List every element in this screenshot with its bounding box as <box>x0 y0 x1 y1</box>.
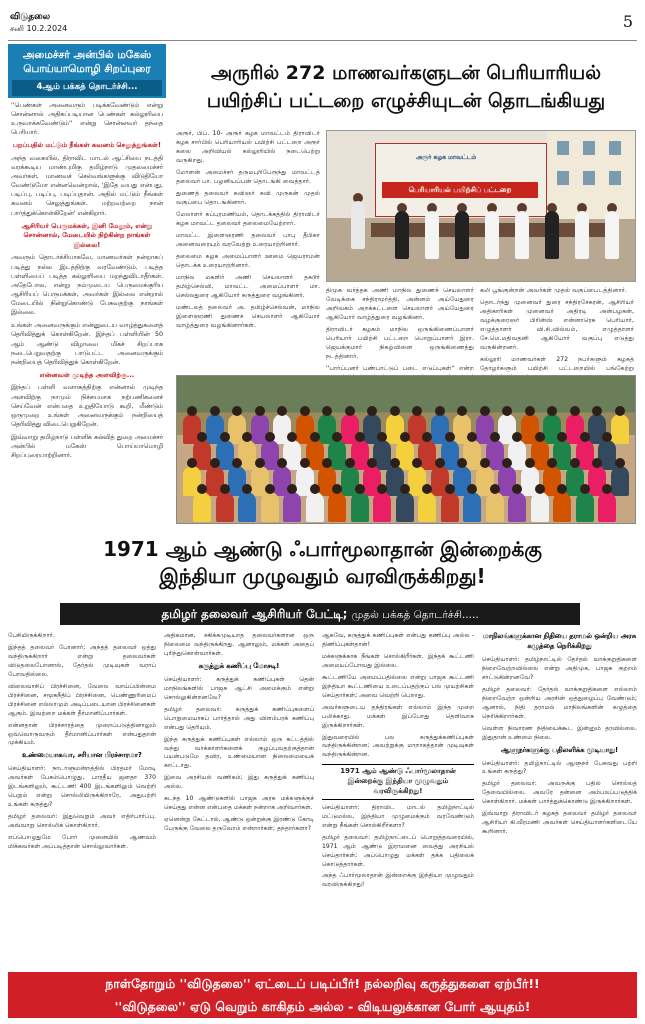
article2-para: என்னதான் பிரச்சாரத்தை முறைப்படுத்தினாலும் ஒவ்வொருவரும் தீர்மானிப்பார்கள் என்பதுதான் முக்கியம். <box>8 721 156 747</box>
audience-head <box>422 432 432 442</box>
audience-head <box>242 484 252 494</box>
audience-head <box>480 406 490 416</box>
article2-para: இவை அரசியல் வணிகம்; இது கருத்துக் கணிப்பு அல்ல. <box>164 774 314 791</box>
article1-column-3 <box>480 287 634 386</box>
audience-head <box>265 432 275 442</box>
audience-head <box>580 432 590 442</box>
audience-head <box>265 484 275 494</box>
audience-head <box>602 432 612 442</box>
article1-para: கல்லூரி மாணவர்கள் 272 நபர்களும் கழகத் தோழர்களும் பயிற்சி பட்டறையில் பங்கேற்று <box>480 355 634 372</box>
article2-para: தமிழர் தலைவர்: கருத்துக் கணிப்புகளைப் பொறுமையாகப் பார்த்தால் அது விளம்பரக் கணிப்பு என்பது தெரியும். <box>164 705 314 731</box>
audience-head <box>377 432 387 442</box>
audience-head <box>367 458 377 468</box>
sidebar-title-line1: அமைச்சர் அன்பில் மகேஸ் <box>22 49 152 61</box>
sidebar-para: அவரும் தொடர்ச்சியாகவே, மாணவர்கள் நன்றாகப் படித்து நல்ல இடத்திற்கு வரவேண்டும். படித்த பள்ளியைப் படித்த கல்லூரியை மறந்துவிடாதீர்கள். அதேபோல, என்று நம்முடைய பெருமைக்குரிய ஆசிரியப் பெருமக்கள், அவர்கள் இல்லை என்றால் மேடையில் நின்றுகொண்டு பேசுவதற்கு நாங்கள் இல்லை. <box>11 254 163 317</box>
article2-para: பேசியிருக்கிறார். <box>8 632 55 639</box>
article2-para: அவர்களுடைய தந்திரங்கள் எல்லாம் இந்த முறை பலிக்காது. மக்கள் இப்போது தெளிவாக இருக்கிறார்கள். <box>322 703 474 729</box>
window <box>583 141 595 155</box>
audience-head <box>412 458 422 468</box>
audience-head <box>300 406 310 416</box>
article1-para: திராவிடர் கழகம் மாநில ஒருங்கிணைப்பாளர் பெரியார் பயிற்சி பட்டறை பொறுப்பாளர் இரா. ஜெயக்குமார் நிகழ்வினை ஒருங்கிணைத்து நடத்தினார். <box>326 325 474 360</box>
audience-head <box>457 458 467 468</box>
article2-para: மக்களுக்காக நீங்கள் சொல்கிறீர்கள். இந்தக் கூட்டணி அமையப்போவது இல்லை. <box>322 652 474 669</box>
audience-head <box>300 458 310 468</box>
audience-head <box>400 484 410 494</box>
audience-head <box>255 406 265 416</box>
audience-member <box>463 492 481 522</box>
audience-member <box>576 492 594 522</box>
audience-head <box>367 406 377 416</box>
audience-head <box>232 458 242 468</box>
audience-head <box>332 432 342 442</box>
audience-head <box>490 432 500 442</box>
building <box>547 131 635 219</box>
article2-subhead: உண்மையாகவா, சரியான பிரச்சாரமா? <box>22 751 142 760</box>
sidebar-continued: 4ஆம் பக்கத் தொடர்ச்சி... <box>12 80 162 95</box>
audience-member <box>441 492 459 522</box>
audience-head <box>412 406 422 416</box>
audience-member <box>611 414 629 444</box>
article2-para: ஏனென்று கேட்டால், ஆண்டு ஒன்றுக்கு இரண்டு கோடி பேருக்கு வேலை தருவோம் என்றார்கள்; தந்தார்களா? <box>164 816 314 833</box>
article2-para: ஆகவே, கருத்துக் கணிப்புகள் என்பது கணிப்பு அல்ல - திணிப்புகள்தான்! <box>322 632 474 648</box>
article1-para: தொடர்ந்து முனைவர் துரை சந்திரசேகரன், ஆசிரியர் அதிகாரிகள் முனைவர் அதிரடி அன்பழகன், வழக்குரைஞர் பிரின்ஸ் என்னாரெசு பெரியார், எழுத்தாளர் வி.சி.வில்வம், எழுத்தாளர் சே.மெ.மதிவதனி ஆகியோர் வகுப்பு எடுத்து வருகின்றனர். <box>480 298 634 351</box>
seated-person <box>485 211 499 259</box>
article2-headline <box>8 536 637 590</box>
audience-member <box>351 492 369 522</box>
audience-head <box>535 432 545 442</box>
sidebar-body <box>8 98 166 468</box>
audience-head <box>570 406 580 416</box>
sidebar-para: ''பெண்கள் அனைவரும் படிக்கவேண்டும் என்று சொன்னால் அதிகப்படியான பெண்கள் கல்லூரியை உருவாக்கவேண்டும்'' என்று சொன்னவர் தந்தை பெரியார். <box>11 101 163 137</box>
article1-para: துணைத் தலைவர் கவிஞர் கவி முருகன் முதல் வகுப்பை தொடங்கினார். <box>176 189 320 206</box>
article2-para: விலைவாசிப் பிரச்சினை, வேலை வாய்ப்பின்மை பிரச்சினை, சமூகநீதிப் பிரச்சினை, பெண்ணுரிமைப் பிரச்சினை எல்லாமும் அடிப்படையான பிரச்சினைகள் ஆகும். இவற்றை மக்கள் தீர்மானிப்பார்கள். <box>8 682 156 717</box>
audience-head <box>220 432 230 442</box>
audience-head <box>525 458 535 468</box>
article2-continued: முதல் பக்கத் தொடர்ச்சி..... <box>351 609 479 621</box>
article2-column-2 <box>164 632 314 837</box>
article2-subheading-bar <box>60 603 580 625</box>
article1-para: ''பார்ப்பனர் பண்பாட்டுப் படை எடுப்புகள்'' என்ற <box>326 364 474 372</box>
audience-head <box>322 458 332 468</box>
audience-head <box>390 458 400 468</box>
sidebar-para: அந்த வகையில், திராவிட மாடல் ஆட்சியை நடத்தி வரக்கூடிய மாண்புமிகு தமிழ்நாடு முதலமைச்சர் அவர்கள், மாணவச் செல்வங்களுக்கு விடுதியோ வேண்டுமோ என்னவென்றால், 'இதே வயது என்பது, படிப்பு, படிப்பு, படிப்புதான். அதில் மட்டும் நீங்கள் கவனம் செலுத்துங்கள். மற்றவற்றை நான் பார்த்துக்கொள்கிறேன்' என்கிறார். <box>11 154 163 217</box>
article1-headline <box>176 60 636 115</box>
article2-para: தமிழர் தலைவர்: இதுவெறும் அவர் எதிர்பார்ப்பு. அவ்வாறு சொல்லிக் கொள்கிறார். <box>8 813 156 830</box>
article2-para: தமிழர் தலைவர்: தமிழ்நாட்டைப் பொறுத்தவரையில், 1971 ஆம் ஆண்டு இராமனை வைத்து அரசியல் செய்தார்கள்; அப்பொழுது மக்கள் தக்க பதிலைக் கொடுத்தார்கள். <box>322 833 474 868</box>
audience-member <box>611 466 629 496</box>
audience-head <box>580 484 590 494</box>
audience-head <box>345 458 355 468</box>
audience-head <box>467 484 477 494</box>
article1-column-2 <box>326 287 474 386</box>
article2-subheading: தமிழர் தலைவர் ஆசிரியர் பேட்டி; <box>161 607 348 621</box>
article1-column-1 <box>176 130 320 334</box>
audience-head <box>277 406 287 416</box>
audience-member <box>283 492 301 522</box>
sidebar-title-line2: பொய்யாமொழி சிறப்புரை <box>23 63 151 76</box>
article2-column-3 <box>322 632 474 893</box>
article2-pull-quote: 1971 ஆம் ஆண்டு ஃபார்மூலாதான் இன்றைக்கு இந்தியா முழுவதும் வரவிருக்கிறது! <box>322 764 474 799</box>
footer-line2: ''விடுதலை'' ஏடு வெறும் காகிதம் அல்ல - விடியலுக்கான போர் ஆயுதம்! <box>114 999 531 1014</box>
audience-head <box>310 484 320 494</box>
audience-head <box>535 484 545 494</box>
article2-para: செய்தியாளர்: தமிழ்நாட்டில் ஆளுநர் பேசுவது பற்றி உங்கள் கருத்து? <box>482 759 637 776</box>
audience-member <box>531 492 549 522</box>
article2-para: கடந்த 10 ஆண்டுகளில் பாஜக அரசு மக்களுக்குச் செய்தது என்ன என்பதை மக்கள் நன்றாக அறிவார்கள். <box>164 795 314 812</box>
audience-head <box>557 484 567 494</box>
audience-head <box>615 406 625 416</box>
article2-subhead: கருத்துக் கணிப்பு மோசடி! <box>198 661 280 670</box>
audience-head <box>210 406 220 416</box>
article2-para: செய்தியாளர்: கருத்துக் கணிப்புகள் தென் மாநிலங்களில் பாஜக ஆட்சி அமைக்கும் என்று சொல்லுகின்றனவே? <box>164 675 314 701</box>
article2-para: தமிழர் தலைவர்: தேர்தல் வாக்குறுதிகளை எல்லாம் நிறைவேற்ற ஒன்றிய அரசின் ஒத்துழைப்பு வேண்டும்; ஆனால், நிதி தராமல் மாநிலங்களின் கழுத்தை நெரிக்கிறார்கள். <box>482 685 637 720</box>
audience-head <box>390 406 400 416</box>
seated-person <box>395 211 409 259</box>
audience-head <box>525 406 535 416</box>
audience-photo <box>176 375 636 524</box>
audience-head <box>232 406 242 416</box>
audience-head <box>197 484 207 494</box>
window <box>609 141 621 155</box>
seated-person <box>545 211 559 259</box>
audience-head <box>355 484 365 494</box>
audience-head <box>435 406 445 416</box>
audience-head <box>547 458 557 468</box>
audience-head <box>602 484 612 494</box>
event-stage-photo <box>326 130 636 282</box>
audience-head <box>547 406 557 416</box>
audience-member <box>373 492 391 522</box>
audience-member <box>553 492 571 522</box>
article2-para: தமிழர் தலைவர்: அவருக்கு பதில் சொல்லத் தேவையில்லை. அவரே தன்னை அம்பலப்படுத்திக் கொள்கிறார். மக்கள் பார்த்துக்கொண்டு இருக்கிறார்கள். <box>482 780 637 806</box>
article2-para: கூட்டணியே அமைப்பதில்லை என்று பாஜக கூட்டணி இந்தியா கூட்டணியை உடைப்பதற்குப் பல முயற்சிகள் செய்தார்கள்; அவை வெற்றி பெறாது. <box>322 673 474 699</box>
article1-para: மாநில மகளிர் அணி செயலாளர் தகடூர் தமிழ்செல்வி, மாவட்ட அமைப்பாளர் மா. செல்லதுரை ஆகியோர் கருத்துரை வழங்கினர். <box>176 273 320 299</box>
article1-para: திமுக வர்த்தக அணி மாநில துணைச் செயலாளர் வேடிக்கை சந்திரமூர்த்தி, அன்னம் அய்யேதுரை அறிவகம் அறக்கட்டளை செயலாளர் அய்யேதுரை ஆகியோர் வாழ்த்துரை வழங்கினர். <box>326 287 474 321</box>
audience-head <box>445 484 455 494</box>
audience-head <box>512 484 522 494</box>
seated-person <box>455 211 469 259</box>
article1-para: கலி பூங்குன்றன் அவர்கள் முதல் வகுப்பைடத்தினார். <box>480 287 627 294</box>
sidebar-para: இந்தப் பள்ளி வளாகத்திற்கு என்னால் முடிந்த அளவிற்கு நாமும் நிச்சயமாக நற்பணிகளைச் செய்வேன் என்பதை உறுதியோடு கூறி, மீண்டும் ஒருமுறை உங்கள் அனைவருக்கும் நன்றியைத் தெரிவித்து விடைபெறுகிறேன். <box>11 384 163 428</box>
audience-head <box>422 484 432 494</box>
seated-person <box>425 211 439 259</box>
article2-column-4 <box>482 632 637 840</box>
article2-subhead: ஆளுநர்களுக்கு பதிலளிக்க முடியாது! <box>500 745 619 754</box>
article1-para: அரூர், பிப். 10- அரூர் கழக மாவட்டம் திராவிடர் கழக சார்பில் பெரியாரியல் பயிற்சி பட்டறை அரூர் கலை அறிவியல் கல்லூரியில் நடைபெற்று வருகிறது. <box>176 130 320 164</box>
sidebar-para: இவ்வாறு தமிழ்நாடு பள்ளிக் கல்வித் துறை அமைச்சர் அன்பில் மகேஸ் பொய்யாமொழி சிறப்புரையாற்றினார். <box>11 434 163 460</box>
window <box>557 171 569 185</box>
article1-para: மண்டலத் தலைவர் அ. தமிழ்ச்செல்வன், மாநில இளைஞரணி துணைச் செயலாளர் ஆகியோர் வாழ்த்துரை வழங்கினார்கள். <box>176 303 320 329</box>
sidebar-subhead: ஆசிரியர் பெருமக்கள், இனி மேலும், என்று சொன்னால், மேடையில் நிற்கின்ற நாங்கள் இல்லை! <box>21 221 153 249</box>
speaker <box>351 201 365 249</box>
sidebar-subhead: பறப்பதில் மட்டும் நீங்கள் கவனம் செலுத்துங்கள்! <box>13 141 161 150</box>
audience-head <box>400 432 410 442</box>
audience-head <box>310 432 320 442</box>
audience-head <box>345 406 355 416</box>
window <box>583 171 595 185</box>
audience-member <box>238 492 256 522</box>
article2-para: எப்பொழுதுமே போர் முனையில் ஆணவம் மிக்கவர்கள் அப்படித்தான் சொல்லுவார்கள். <box>8 834 156 851</box>
seated-person <box>605 211 619 259</box>
audience-head <box>502 458 512 468</box>
audience-member <box>216 492 234 522</box>
audience-head <box>322 406 332 416</box>
audience-member <box>396 492 414 522</box>
article1-headline-line2: பயிற்சிப் பட்டறை எழுச்சியுடன் தொடங்கியது <box>206 89 606 112</box>
audience-head <box>502 406 512 416</box>
audience-head <box>210 458 220 468</box>
article1-para: தலைமை கழக அமைப்பாளர் ஊமை ஜெயராமன் தொடக்க உரையாற்றினார். <box>176 252 320 269</box>
page-header <box>8 12 637 41</box>
audience-member <box>306 492 324 522</box>
audience-head <box>557 432 567 442</box>
article2-headline-line1: 1971 ஆம் ஆண்டு ஃபார்மூலாதான் இன்றைக்கு <box>103 537 542 561</box>
audience-head <box>615 458 625 468</box>
audience-head <box>355 432 365 442</box>
audience-head <box>287 484 297 494</box>
audience-head <box>445 432 455 442</box>
footer-line1: நாள்தோறும் ''விடுதலை'' ஏட்டைப் படிப்பீர்! நல்லறிவு கருத்துகளை ஏற்பீர்!! <box>105 976 540 991</box>
article1-para: மேலாளர் சுப்புரமணியம், தொடக்கத்தில் திராவிடர் கழக மாவட்ட தலைவர் தலைமையேற்றார். <box>176 210 320 227</box>
audience-head <box>187 406 197 416</box>
article2-column-1 <box>8 632 156 855</box>
article2-para: அந்த ஃபார்மூலாதான் இன்றைக்கு இந்தியா முழுவதும் வரவிருக்கிறது! <box>322 872 474 889</box>
audience-head <box>187 458 197 468</box>
article2-para: இந்தத் தலைவர் போனார்; அந்தத் தலைவர் ஒத்து வந்திருக்கிறார் என்று தலைவர்கள் விடுதலைபோனால், தேர்தல் முடிவுகள் வராப் போவதில்லை. <box>8 643 156 678</box>
masthead: விடுதலை <box>10 12 51 22</box>
audience-head <box>570 458 580 468</box>
audience-member <box>261 492 279 522</box>
article2-headline-line2: இந்தியா முழுவதும் வரவிருக்கிறது! <box>159 564 486 588</box>
seated-person <box>575 211 589 259</box>
audience-head <box>255 458 265 468</box>
article1-headline-line1: அருரில் 272 மாணவர்களுடன் பெரியாரியல் <box>211 62 601 84</box>
banner-small-text: அரூர் கழக மாவட்டம் <box>416 154 477 161</box>
sidebar-para: உங்கள் அனைவருக்கும் என்னுடைய வாழ்த்துகளைத் தெரிவித்துக் கொள்கிறேன். இந்தப் பள்ளியின் 50 ஆம் ஆண்டு விழாவை மிகச் சிறப்பாக நடைபெறுவதற்கு பாடுபட்ட அனைவருக்கும் நன்றியைத் தெரிவித்துக் கொள்கிறேன். <box>11 322 163 366</box>
article2-para: செய்தியாளர்: தமிழ்நாட்டில் தேர்தல் வாக்குறுதிகளை நிறைவேற்றவில்லை என்று அதிமுக, பாஜக குற்றம் சாட்டுகின்றனவே? <box>482 655 637 681</box>
audience-head <box>592 458 602 468</box>
audience-head <box>467 432 477 442</box>
article2-para: இந்த கருத்துக் கணிப்புகள் எல்லாம் ஒரு கட்டத்தில் வந்து வாக்காளர்களைக் குழப்புவதற்குத்தான் பயன்படுமே தவிர, உண்மையான நிலைமையைக் காட்டாது. <box>164 735 314 770</box>
audience-head <box>480 458 490 468</box>
article2-subhead: மாநிலங்களுக்கான நிதியை தராமல் ஒன்றிய அரசு கழுத்தை நெரிக்கிறது <box>482 632 637 650</box>
audience-member <box>486 492 504 522</box>
article2-para: செய்தியாளர்: திராவிட மாடல் தமிழ்நாட்டில் மட்டுமல்ல, இந்தியா முழுமைக்கும் வரவேண்டும் என்று நீங்கள் சொல்கிறீர்களா? <box>322 803 474 829</box>
audience-head <box>490 484 500 494</box>
article2-para: இதுவரையில் பல கருத்துக்கணிப்புகள் வந்திருக்கின்றன; அவற்றுக்கு மாறாகத்தான் முடிவுகள் வந்திருக்கின்றன. <box>322 733 474 759</box>
page-number: 5 <box>622 12 633 31</box>
audience-head <box>242 432 252 442</box>
article1-para: மோளன் அமைச்சர் தருமபுரிபேருந்து மாவட்டத் தலைவர் பா. பழனியப்பன் தொடங்கி வைத்தார். <box>176 168 320 185</box>
audience-member <box>418 492 436 522</box>
audience-head <box>435 458 445 468</box>
window <box>557 141 569 155</box>
article2-para: அதிகமான, சகிக்கமுடியாத தலைவர்களான ஒரு நிலைமை வந்திருக்கிறது. ஆனாலும், மக்கள் அதைப் புரிந்துகொள்வார்கள். <box>164 632 314 657</box>
audience-member <box>598 492 616 522</box>
audience-head <box>287 432 297 442</box>
audience-head <box>332 484 342 494</box>
article2-para: செய்தியாளர்: நாடாளுமன்றத்தில் பிரதமர் மோடி அவர்கள் பேசும்பொழுது, பாரதீய ஜனதா 370 இடங்களிலும், கூட்டணி 400 இடங்களிலும் வெற்றி பெறும் என்று சொல்லியிருக்கிறாரே, அதுபற்றி உங்கள் கருத்து? <box>8 765 156 809</box>
article2-para: வெள்ள நிவாரண நிதியைக்கூட இன்னும் தரவில்லை. இதுதான் உண்மை நிலை. <box>482 724 637 741</box>
audience-head <box>220 484 230 494</box>
window <box>609 171 621 185</box>
article1-para: மாவட்ட இளைஞரணி தலைவர் பாபு தீபிகா அனைவரையும் வரவேற்று உரையாற்றினார். <box>176 231 320 248</box>
sidebar-title <box>8 44 166 98</box>
audience-head <box>457 406 467 416</box>
audience-head <box>592 406 602 416</box>
audience-head <box>377 484 387 494</box>
article2-para: இவ்வாறு திராவிடர் கழகத் தலைவர் தமிழர் தலைவர் ஆசிரியர் கி.வீரமணி அவர்கள் செய்தியாளர்களிடையே கூறினார். <box>482 810 637 836</box>
audience-head <box>197 432 207 442</box>
banner-text: பெரியாரியல் பயிற்சிப் பட்டறை <box>382 182 538 198</box>
footer-banner <box>8 972 637 1018</box>
seated-person <box>515 211 529 259</box>
audience-member <box>193 492 211 522</box>
issue-date: சனி 10.2.2024 <box>10 24 68 33</box>
audience-member <box>328 492 346 522</box>
sidebar-subhead: என்னவள் முடிந்த அளவிற்கு... <box>39 370 135 379</box>
sidebar-article <box>8 44 166 532</box>
audience-head <box>512 432 522 442</box>
audience-member <box>508 492 526 522</box>
audience-head <box>277 458 287 468</box>
